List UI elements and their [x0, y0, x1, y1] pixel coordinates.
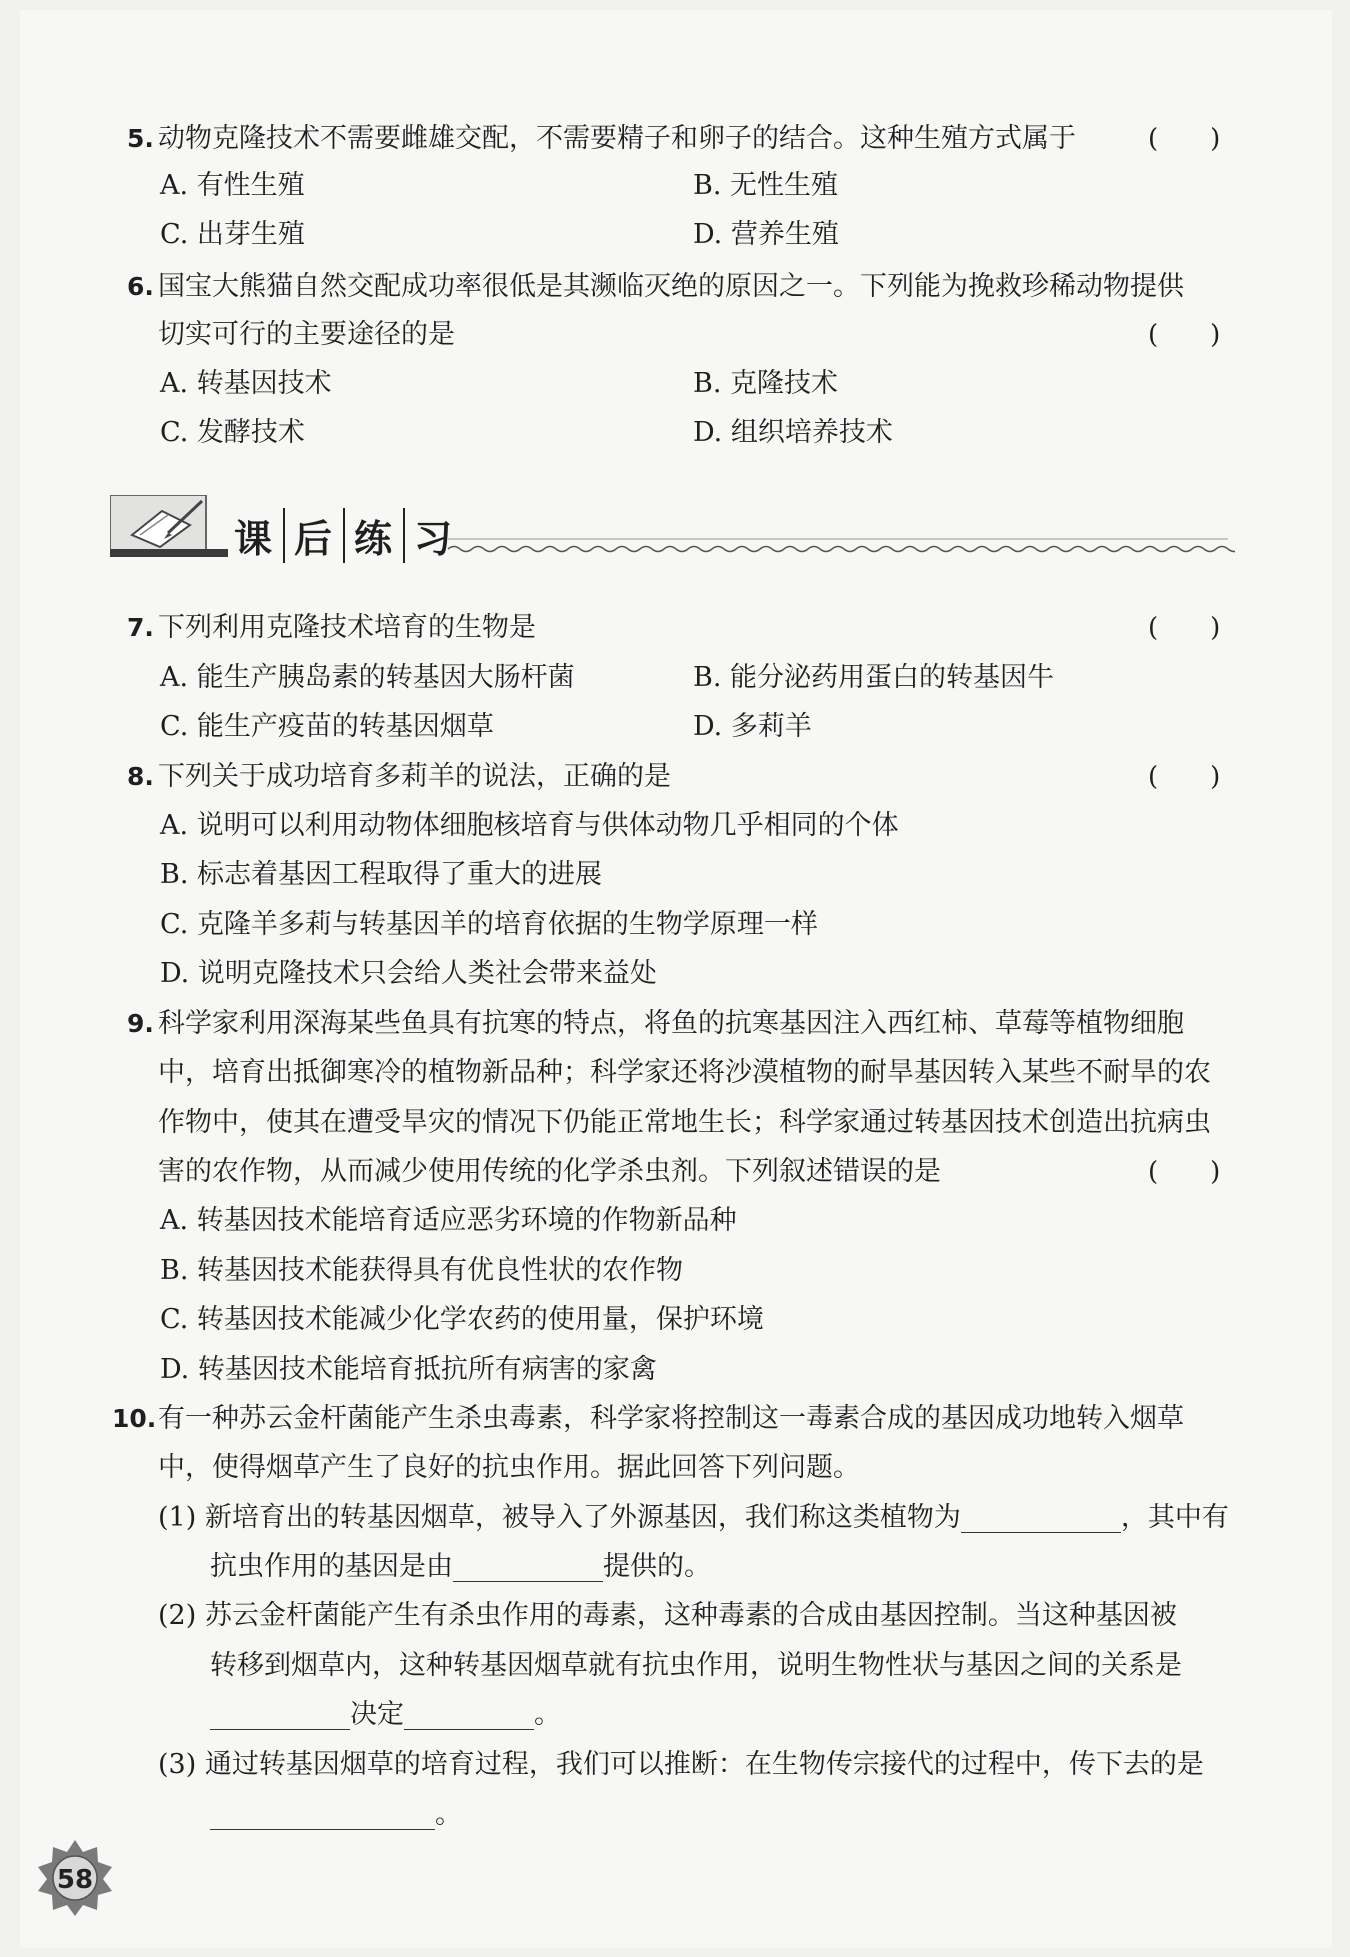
q10-sub1-line2 — [210, 1552, 711, 1582]
q10-sub1-blank-1[interactable] — [961, 1506, 1121, 1533]
q10-number: 10. — [112, 1404, 157, 1433]
q9-stem-line1: 科学家利用深海某些鱼具有抗寒的特点，将鱼的抗寒基因注入西红柿、草莓等植物细胞 — [158, 1008, 1184, 1039]
q10-sub2-line2: 转移到烟草内，这种转基因烟草就有抗虫作用，说明生物性状与基因之间的关系是 — [210, 1650, 1182, 1681]
q9-stem-line3: 作物中，使其在遭受旱灾的情况下仍能正常地生长；科学家通过转基因技术创造出抗病虫 — [158, 1107, 1211, 1138]
page-number: 58 — [56, 1865, 94, 1895]
section-title-char-4: 习 — [414, 517, 455, 561]
q10-sub3-line1: (3) 通过转基因烟草的培育过程，我们可以推断：在生物传宗接代的过程中，传下去的是 — [158, 1749, 1204, 1780]
q10-sub2-text-d: 。 — [534, 1699, 561, 1730]
q7-option-c[interactable]: C. 能生产疫苗的转基因烟草 — [160, 711, 494, 742]
q8-option-a[interactable]: A. 说明可以利用动物体细胞核培育与供体动物几乎相同的个体 — [160, 810, 899, 841]
q9-option-c[interactable]: C. 转基因技术能减少化学农药的使用量，保护环境 — [160, 1304, 764, 1335]
q6-answer-paren[interactable]: ( ) — [1148, 320, 1221, 350]
section-title — [225, 508, 463, 563]
q6-option-c[interactable]: C. 发酵技术 — [160, 417, 305, 448]
q9-option-a[interactable]: A. 转基因技术能培育适应恶劣环境的作物新品种 — [160, 1205, 737, 1236]
q10-sub2-blank-1[interactable] — [210, 1703, 350, 1730]
q8-number: 8. — [127, 762, 154, 791]
q6-stem-line1: 国宝大熊猫自然交配成功率很低是其濒临灭绝的原因之一。下列能为挽救珍稀动物提供 — [158, 271, 1184, 302]
q9-stem-line2: 中，培育出抵御寒冷的植物新品种；科学家还将沙漠植物的耐旱基因转入某些不耐旱的农 — [158, 1057, 1211, 1088]
q8-stem: 下列关于成功培育多莉羊的说法，正确的是 — [158, 761, 671, 792]
q10-stem-line1: 有一种苏云金杆菌能产生杀虫毒素，科学家将控制这一毒素合成的基因成功地转入烟草 — [158, 1403, 1184, 1434]
q7-option-a[interactable]: A. 能生产胰岛素的转基因大肠杆菌 — [160, 662, 575, 693]
q10-sub2-line1: (2) 苏云金杆菌能产生有杀虫作用的毒素，这种毒素的合成由基因控制。当这种基因被 — [158, 1600, 1177, 1631]
q5-option-d[interactable]: D. 营养生殖 — [693, 219, 839, 250]
q9-option-d[interactable]: D. 转基因技术能培育抵抗所有病害的家禽 — [160, 1354, 657, 1385]
q10-sub1-text-a: (1) 新培育出的转基因烟草，被导入了外源基因，我们称这类植物为 — [158, 1502, 961, 1533]
q7-number: 7. — [127, 613, 154, 642]
q10-stem-line2: 中，使得烟草产生了良好的抗虫作用。据此回答下列问题。 — [158, 1452, 860, 1483]
q10-sub1-text-b: ，其中有 — [1120, 1502, 1229, 1533]
section-title-char-2: 后 — [285, 508, 345, 563]
page-number-badge — [36, 1838, 114, 1916]
q10-sub3-line2 — [210, 1800, 462, 1830]
q9-stem-line4: 害的农作物，从而减少使用传统的化学杀虫剂。下列叙述错误的是 — [158, 1156, 941, 1187]
q7-answer-paren[interactable]: ( ) — [1148, 613, 1221, 643]
q8-option-d[interactable]: D. 说明克隆技术只会给人类社会带来益处 — [160, 958, 657, 989]
q8-option-c[interactable]: C. 克隆羊多莉与转基因羊的培育依据的生物学原理一样 — [160, 909, 818, 940]
q9-answer-paren[interactable]: ( ) — [1148, 1157, 1221, 1187]
q10-sub1-text-c: 抗虫作用的基因是由 — [210, 1551, 453, 1582]
q6-stem-line2: 切实可行的主要途径的是 — [158, 319, 455, 350]
q9-option-b[interactable]: B. 转基因技术能获得具有优良性状的农作物 — [160, 1255, 684, 1286]
q8-answer-paren[interactable]: ( ) — [1148, 762, 1221, 792]
q7-option-d[interactable]: D. 多莉羊 — [693, 711, 812, 742]
q10-sub3-text-b: 。 — [435, 1799, 462, 1830]
section-title-char-3: 练 — [345, 508, 405, 563]
q5-option-b[interactable]: B. 无性生殖 — [693, 170, 839, 201]
q10-sub3-blank[interactable] — [210, 1803, 435, 1830]
q6-option-a[interactable]: A. 转基因技术 — [160, 368, 332, 399]
q10-sub1-blank-2[interactable] — [453, 1555, 603, 1582]
q5-answer-paren[interactable]: ( ) — [1148, 124, 1221, 154]
q5-number: 5. — [127, 124, 154, 153]
q6-number: 6. — [127, 272, 154, 301]
q6-option-b[interactable]: B. 克隆技术 — [693, 368, 839, 399]
q10-sub2-line3 — [210, 1700, 561, 1730]
q6-option-d[interactable]: D. 组织培养技术 — [693, 417, 893, 448]
q10-sub2-blank-2[interactable] — [404, 1703, 534, 1730]
q8-option-b[interactable]: B. 标志着基因工程取得了重大的进展 — [160, 859, 603, 890]
q7-option-b[interactable]: B. 能分泌药用蛋白的转基因牛 — [693, 662, 1055, 693]
q10-sub1-line1 — [158, 1503, 1229, 1533]
q7-stem: 下列利用克隆技术培育的生物是 — [158, 612, 536, 643]
q10-sub1-text-d: 提供的。 — [603, 1551, 711, 1582]
section-title-char-1: 课 — [225, 508, 285, 563]
q9-number: 9. — [127, 1009, 154, 1038]
q5-option-a[interactable]: A. 有性生殖 — [160, 170, 305, 201]
q10-sub2-text-c: 决定 — [350, 1699, 404, 1730]
q5-stem: 动物克隆技术不需要雌雄交配，不需要精子和卵子的结合。这种生殖方式属于 — [158, 123, 1076, 154]
q5-option-c[interactable]: C. 出芽生殖 — [160, 219, 305, 250]
